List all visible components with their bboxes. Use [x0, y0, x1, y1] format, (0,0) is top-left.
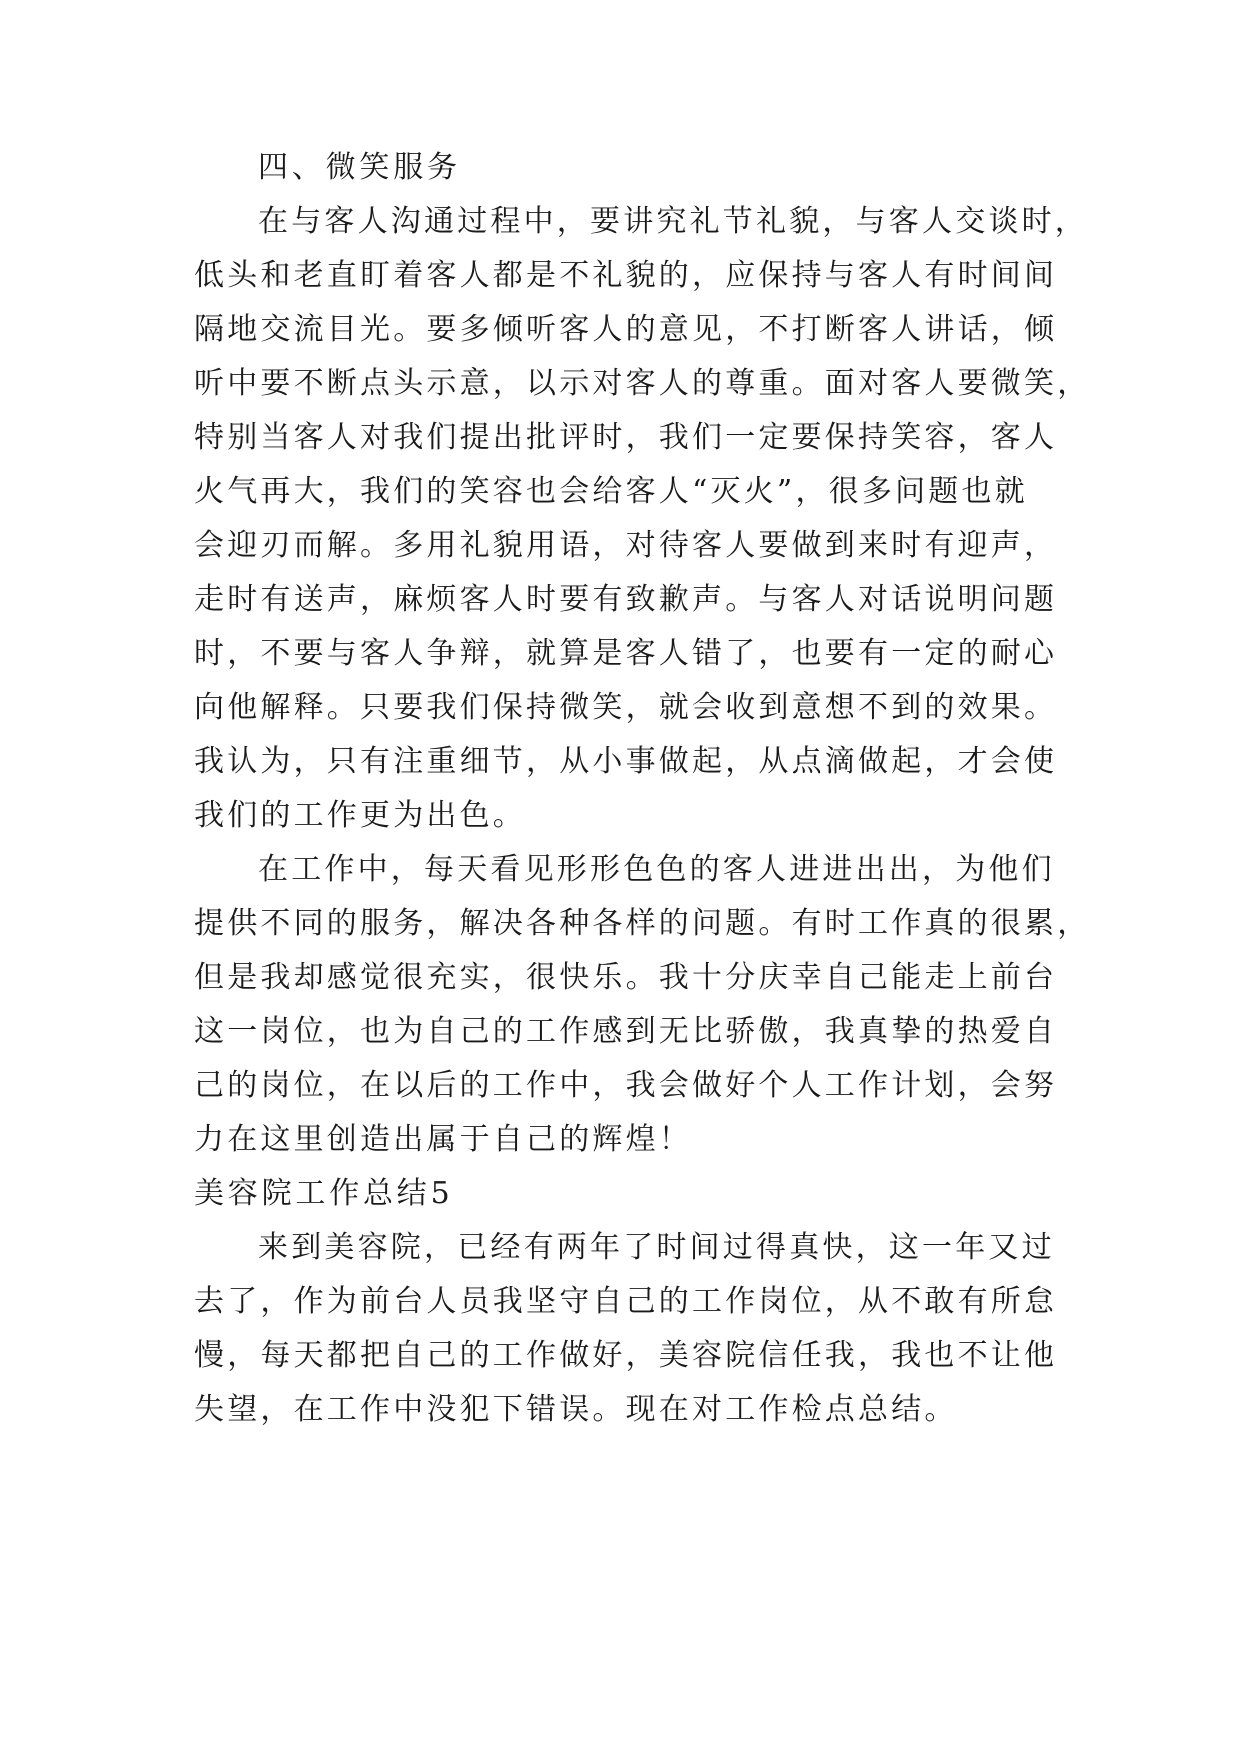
paragraph-line: 火气再大，我们的笑容也会给客人“灭火”，很多问题也就 [194, 474, 1028, 509]
paragraph-line: 己的岗位，在以后的工作中，我会做好个人工作计划，会努 [194, 1068, 1058, 1103]
paragraph-line: 来到美容院，已经有两年了时间过得真快，这一年又过 [258, 1230, 1055, 1265]
paragraph-line: 时，不要与客人争辩，就算是客人错了，也要有一定的耐心 [194, 636, 1058, 671]
paragraph-line: 这一岗位，也为自己的工作感到无比骄傲，我真挚的热爱自 [194, 1014, 1058, 1049]
paragraph-line: 在与客人沟通过程中，要讲究礼节礼貌，与客人交谈时， [258, 204, 1088, 239]
paragraph-line: 低头和老直盯着客人都是不礼貌的，应保持与客人有时间间 [194, 258, 1058, 293]
paragraph-line: 会迎刃而解。多用礼貌用语，对待客人要做到来时有迎声， [194, 528, 1058, 563]
paragraph-line: 慢，每天都把自己的工作做好，美容院信任我，我也不让他 [194, 1338, 1058, 1373]
section-heading: 四、微笑服务 [258, 150, 461, 185]
section-heading: 美容院工作总结5 [194, 1176, 454, 1211]
paragraph-line: 听中要不断点头示意，以示对客人的尊重。面对客人要微笑， [194, 366, 1091, 401]
paragraph-line: 力在这里创造出属于自己的辉煌！ [194, 1122, 692, 1157]
paragraph-line: 但是我却感觉很充实，很快乐。我十分庆幸自己能走上前台 [194, 960, 1058, 995]
paragraph-line: 走时有送声，麻烦客人时要有致歉声。与客人对话说明问题 [194, 582, 1058, 617]
paragraph-line: 我认为，只有注重细节，从小事做起，从点滴做起，才会使 [194, 744, 1058, 779]
paragraph-line: 在工作中，每天看见形形色色的客人进进出出，为他们 [258, 852, 1055, 887]
paragraph-line: 隔地交流目光。要多倾听客人的意见，不打断客人讲话，倾 [194, 312, 1058, 347]
paragraph-line: 失望，在工作中没犯下错误。现在对工作检点总结。 [194, 1392, 958, 1427]
paragraph-line: 提供不同的服务，解决各种各样的问题。有时工作真的很累， [194, 906, 1091, 941]
paragraph-line: 特别当客人对我们提出批评时，我们一定要保持笑容，客人 [194, 420, 1058, 455]
paragraph-line: 去了，作为前台人员我坚守自己的工作岗位，从不敢有所怠 [194, 1284, 1058, 1319]
paragraph-line: 向他解释。只要我们保持微笑，就会收到意想不到的效果。 [194, 690, 1058, 725]
paragraph-line: 我们的工作更为出色。 [194, 798, 526, 833]
